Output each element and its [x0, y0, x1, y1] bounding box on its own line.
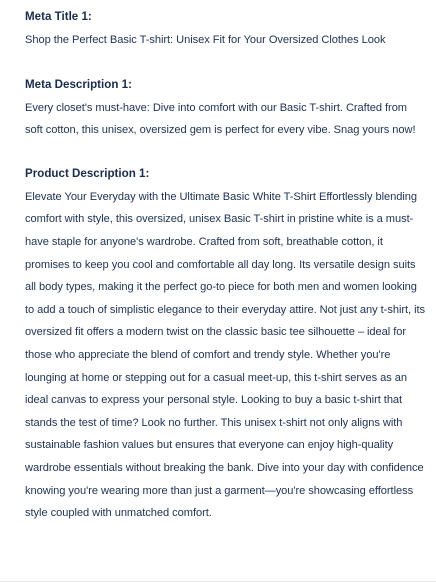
meta-description-section [25, 77, 426, 142]
meta-title-text: Shop the Perfect Basic T-shirt: Unisex Fit for Your Oversized Clothes Look [25, 34, 386, 46]
meta-title-heading: Meta Title 1: [25, 10, 92, 23]
meta-description-heading: Meta Description 1: [25, 77, 132, 91]
product-description-section [25, 166, 426, 525]
product-description-text: Elevate Your Everyday with the Ultimate Basic White T-Shirt Effortlessly blending comfort with style, this oversized, unisex Basic T-shirt in pristine white is a must-have staple for anyone's wardrobe. Crafted from soft, breathable cotton, it promises to keep you cool and comfortable all day long. Its versatile design suits all body types, making it the perfect go-to piece for both men and women looking to add a touch of simplistic elegance to their everyday attire. Not just any t-shirt, its oversized fit offers a modern twist on the classic basic tee silhouette – ideal for those who appreciate the blend of comfort and trendy style. Whether you're lounging at home or stepping out for a casual meet-up, this t-shirt serves as an ideal canvas to express your personal style. Looking to buy a basic t-shirt that stands the test of time? Look no further. This unisex t-shirt not only aligns with sustainable fashion values but ensures that everyone can enjoy high-quality wardrobe essentials without breaking the bank. Dive into your day with confidence knowing you're wearing more than just a garment—you're showcasing effortless style coupled with unmatched comfort. [25, 190, 426, 520]
meta-title-section [25, 9, 426, 52]
product-description-heading: Product Description 1: [25, 166, 150, 180]
meta-description-text: Every closet's must-have: Dive into comfort with our Basic T-shirt. Crafted from soft cotton, this unisex, oversized gem is perfect for every vibe. Snag yours now! [25, 101, 416, 137]
